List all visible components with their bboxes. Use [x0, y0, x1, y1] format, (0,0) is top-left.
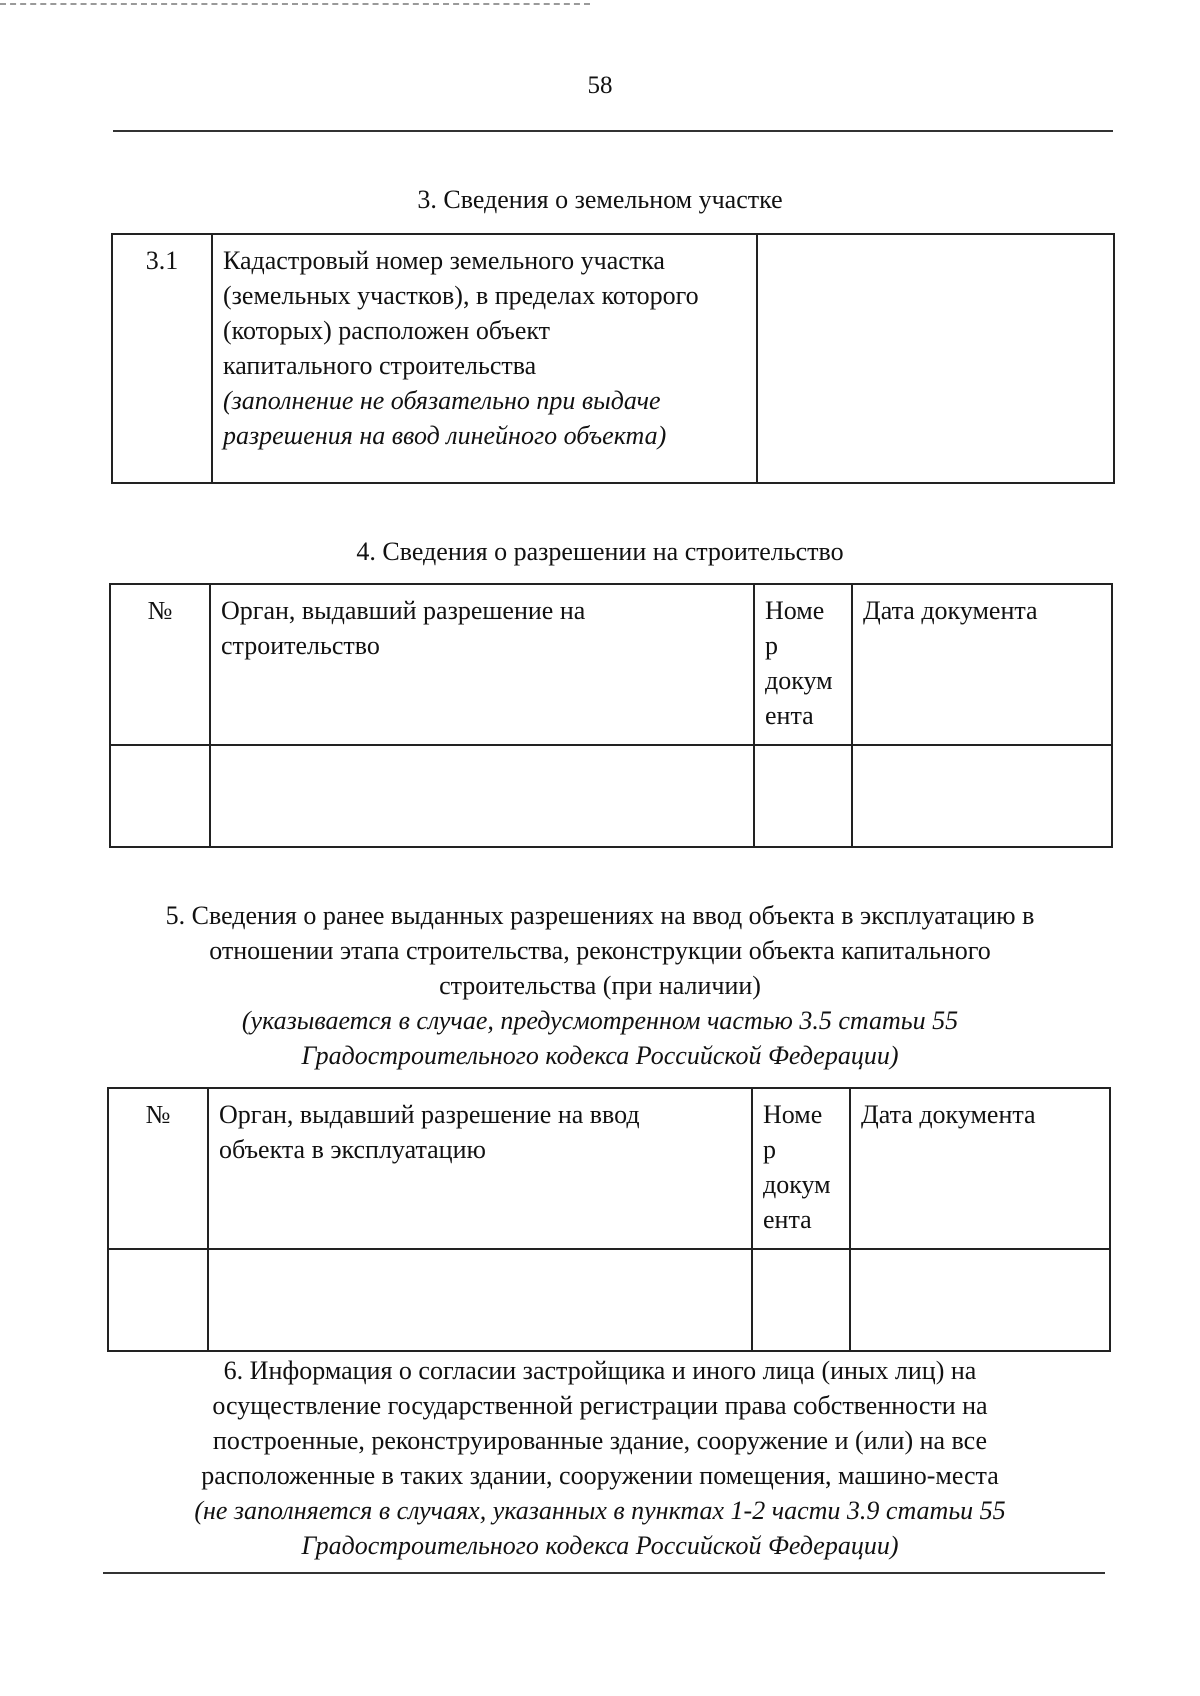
- label-line: (земельных участков), в пределах которого: [223, 281, 699, 310]
- cell-issuing-authority: [210, 745, 754, 847]
- label-line: (которых) расположен объект: [223, 316, 551, 345]
- label-line: капитального строительства: [223, 351, 537, 380]
- title-line: построенные, реконструированные здание, сооружение и (или) на все: [212, 1426, 988, 1455]
- title-line: отношении этапа строительства, реконструкции объекта капитального: [209, 936, 991, 965]
- header-document-date: Дата документа: [852, 584, 1112, 745]
- header-line: Орган, выдавший разрешение на ввод: [219, 1100, 640, 1129]
- cell-document-number: [754, 745, 852, 847]
- section-4-title: 4. Сведения о разрешении на строительство: [356, 537, 844, 566]
- header-line: объекта в эксплуатацию: [219, 1135, 486, 1164]
- header-line: строительство: [221, 631, 380, 660]
- section-3-table: [111, 233, 1115, 484]
- section-6-title: [0, 1353, 1200, 1563]
- cell-document-number: [752, 1249, 850, 1351]
- section-4-table: [109, 583, 1113, 848]
- header-line: Номе: [763, 1100, 823, 1129]
- page-number: 58: [587, 72, 613, 99]
- header-line: р: [765, 631, 778, 660]
- table-row: [108, 1249, 1110, 1351]
- note-line: (заполнение не обязательно при выдаче: [223, 386, 661, 415]
- note-line: Градостроительного кодекса Российской Федерации): [301, 1531, 899, 1560]
- header-issuing-authority: [210, 584, 754, 745]
- title-line: 6. Информация о согласии застройщика и иного лица (иных лиц) на: [223, 1356, 977, 1385]
- header-line: р: [763, 1135, 776, 1164]
- header-line: докум: [765, 666, 833, 695]
- note-line: (указывается в случае, предусмотренном частью 3.5 статьи 55: [241, 1006, 959, 1035]
- footer-rule: [103, 1572, 1105, 1574]
- table-header-row: [108, 1088, 1110, 1249]
- note-line: (не заполняется в случаях, указанных в пунктах 1-2 части 3.9 статьи 55: [194, 1496, 1006, 1525]
- header-line: докум: [763, 1170, 831, 1199]
- header-document-number: [752, 1088, 850, 1249]
- cell-document-date: [852, 745, 1112, 847]
- title-line: 5. Сведения о ранее выданных разрешениях на ввод объекта в эксплуатацию в: [165, 901, 1035, 930]
- title-line: строительства (при наличии): [439, 971, 761, 1000]
- header-rule: [113, 130, 1113, 132]
- cadastral-number-label: [212, 234, 757, 483]
- title-line: осуществление государственной регистрации права собственности на: [212, 1391, 988, 1420]
- header-number: №: [108, 1088, 208, 1249]
- scan-artifact-line: [0, 3, 590, 5]
- table-row: [112, 234, 1114, 483]
- cell-issuing-authority: [208, 1249, 752, 1351]
- header-issuing-authority: [208, 1088, 752, 1249]
- header-line: Орган, выдавший разрешение на: [221, 596, 586, 625]
- header-line: ента: [765, 701, 814, 730]
- title-line: расположенные в таких здании, сооружении помещения, машино-места: [201, 1461, 999, 1490]
- cadastral-number-value: [757, 234, 1114, 483]
- header-number: №: [110, 584, 210, 745]
- table-header-row: [110, 584, 1112, 745]
- cell-number: [110, 745, 210, 847]
- table-row: [110, 745, 1112, 847]
- section-3-title: 3. Сведения о земельном участке: [417, 185, 783, 214]
- note-line: разрешения на ввод линейного объекта): [223, 421, 667, 450]
- section-5-table: [107, 1087, 1111, 1352]
- header-line: Номе: [765, 596, 825, 625]
- header-document-number: [754, 584, 852, 745]
- note-line: Градостроительного кодекса Российской Федерации): [301, 1041, 899, 1070]
- header-document-date: Дата документа: [850, 1088, 1110, 1249]
- cell-number: [108, 1249, 208, 1351]
- section-5-title: [0, 898, 1200, 1073]
- row-number-cell: 3.1: [112, 234, 212, 483]
- cell-document-date: [850, 1249, 1110, 1351]
- header-line: ента: [763, 1205, 812, 1234]
- label-line: Кадастровый номер земельного участка: [223, 246, 665, 275]
